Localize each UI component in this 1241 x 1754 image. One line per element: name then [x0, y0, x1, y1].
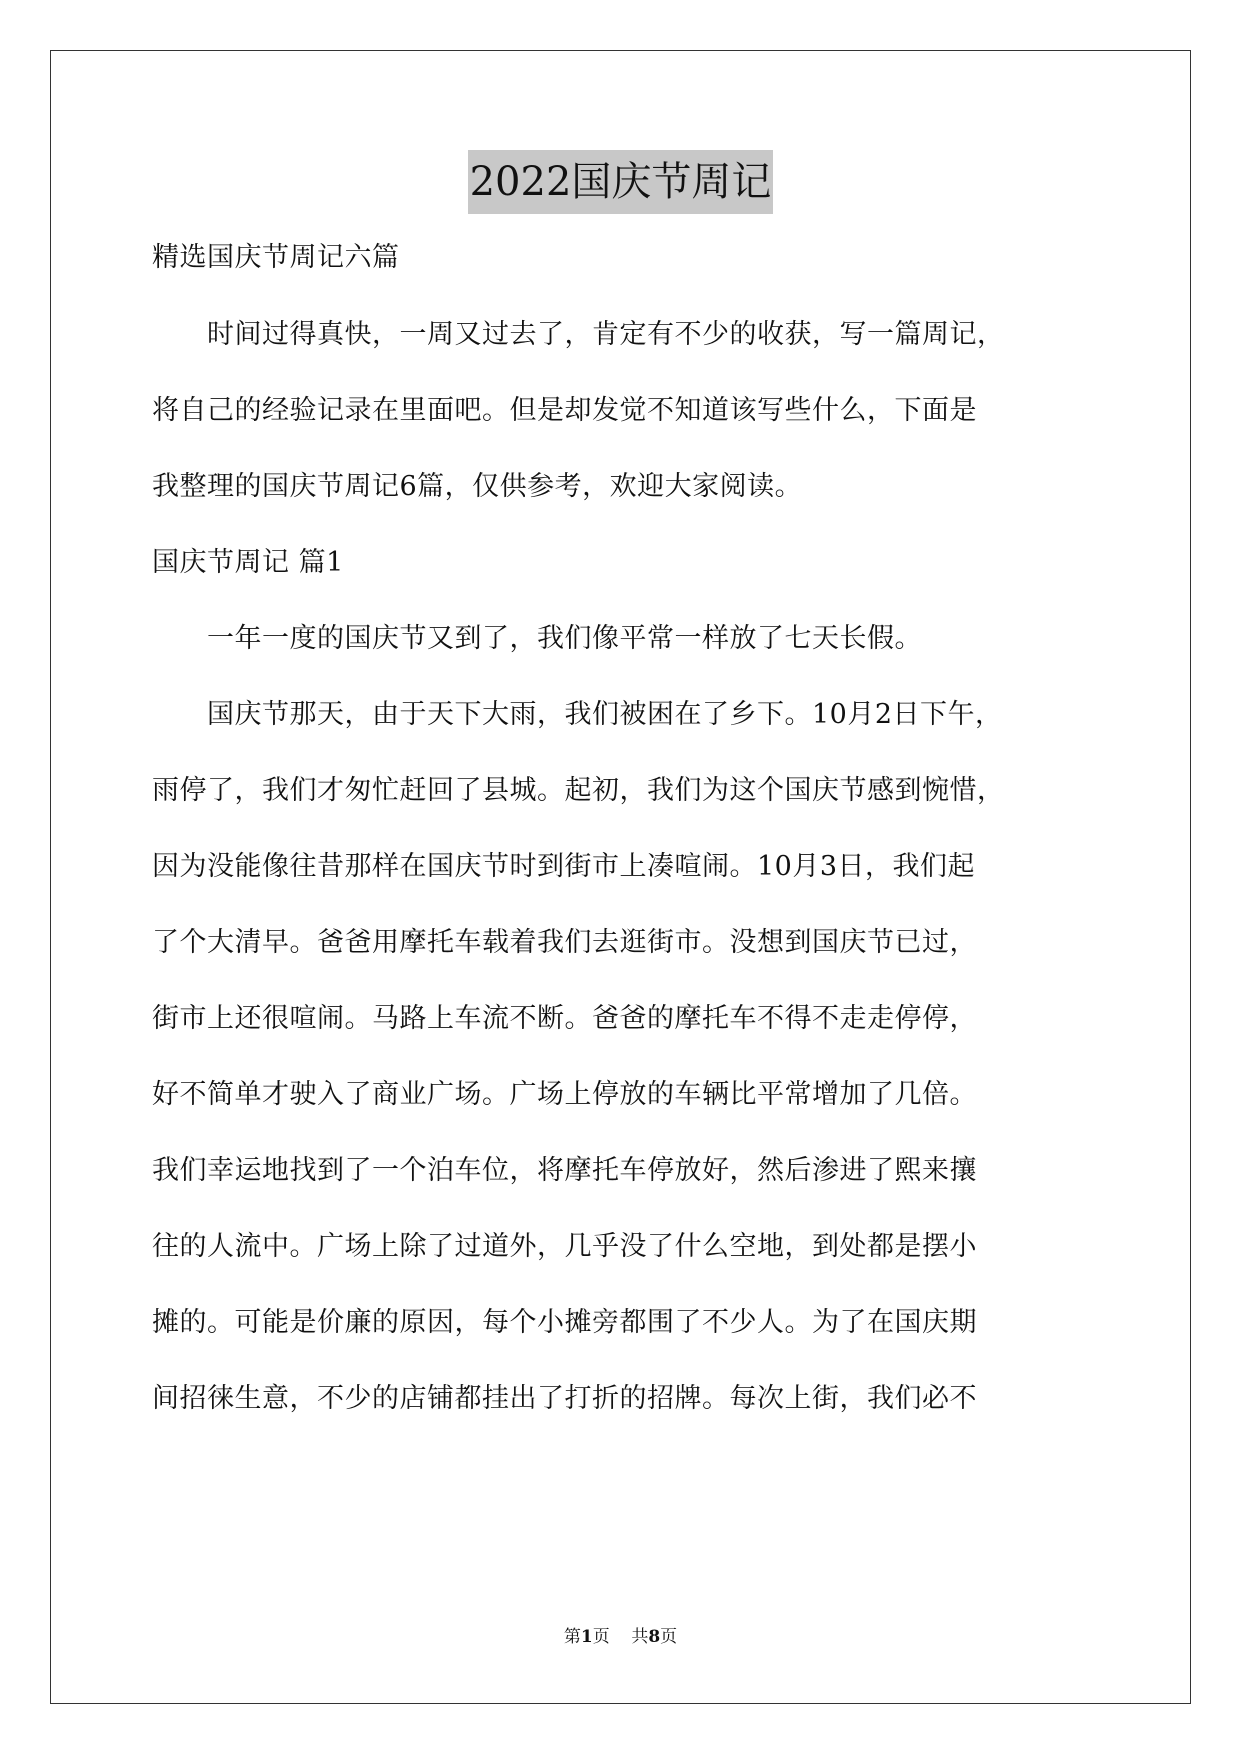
- paragraph-line: 因为没能像往昔那样在国庆节时到街市上凑喧闹。10月3日，我们起: [152, 851, 976, 882]
- paragraph-line: 了个大清早。爸爸用摩托车载着我们去逛街市。没想到国庆节已过，: [152, 927, 977, 958]
- paragraph-line: 我整理的国庆节周记6篇，仅供参考，欢迎大家阅读。: [152, 471, 803, 502]
- paragraph-line: 时间过得真快，一周又过去了，肯定有不少的收获，写一篇周记，: [152, 319, 1005, 350]
- paragraph-line: 国庆节那天，由于天下大雨，我们被困在了乡下。10月2日下午，: [152, 699, 1003, 730]
- page-number: 1: [580, 1627, 593, 1647]
- total-pages: 8: [648, 1627, 661, 1647]
- title-highlight: 2022国庆节周记: [468, 150, 774, 214]
- paragraph-line: 好不简单才驶入了商业广场。广场上停放的车辆比平常增加了几倍。: [152, 1079, 977, 1110]
- document-title: [0, 150, 1241, 214]
- total-suffix: 页: [660, 1627, 678, 1647]
- paragraph-line: 摊的。可能是价廉的原因，每个小摊旁都围了不少人。为了在国庆期: [152, 1307, 977, 1338]
- paragraph-line: 一年一度的国庆节又到了，我们像平常一样放了七天长假。: [152, 623, 922, 654]
- paragraph-line: 将自己的经验记录在里面吧。但是却发觉不知道该写些什么，下面是: [152, 395, 977, 426]
- subtitle-line: 精选国庆节周记六篇: [152, 242, 400, 273]
- section-heading: 国庆节周记 篇1: [152, 547, 344, 578]
- paragraph-line: 我们幸运地找到了一个泊车位，将摩托车停放好，然后渗进了熙来攘: [152, 1155, 977, 1186]
- total-prefix: 共: [631, 1627, 649, 1647]
- page-footer: [0, 1625, 1241, 1649]
- paragraph-line: 街市上还很喧闹。马路上车流不断。爸爸的摩托车不得不走走停停，: [152, 1003, 977, 1034]
- page-suffix: 页: [592, 1627, 610, 1647]
- page-prefix: 第: [563, 1627, 581, 1647]
- paragraph-line: 雨停了，我们才匆忙赶回了县城。起初，我们为这个国庆节感到惋惜，: [152, 775, 1005, 806]
- paragraph-line: 间招徕生意，不少的店铺都挂出了打折的招牌。每次上街，我们必不: [152, 1383, 977, 1414]
- paragraph-line: 往的人流中。广场上除了过道外，几乎没了什么空地，到处都是摆小: [152, 1231, 977, 1262]
